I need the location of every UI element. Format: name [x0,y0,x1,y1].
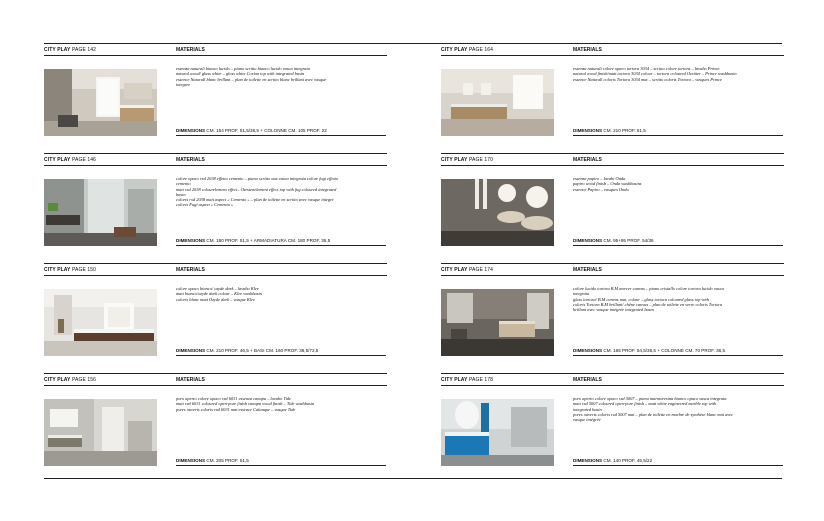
entry-header [44,47,96,53]
dimensions-rule [573,465,783,466]
dimensions-value: CM. 140 PROF. 45,5/22 [603,458,653,463]
dimensions-value: CM. 210 PROF. 46,5 + BASI CM. 160 PROF. 36,5/72,5 [206,348,319,353]
page-ref: PAGE 170 [468,157,494,163]
materials-text [176,66,386,87]
materials-text [573,286,783,312]
materials-line: coloris Fugi aspect « Cemento » [176,202,234,208]
materials-line: matt rxd 5007 coloured open-pore finish – matt white engineered marble top with [573,401,717,407]
header-rule [44,385,387,386]
header-rule [441,275,784,276]
product-photo[interactable] [44,399,157,466]
materials-line: colore opaco rxd 2038 effetto cemento – piano scritto aux vasca integrata colore fugi effetto [176,176,339,181]
series-name: CITY PLAY [441,377,468,383]
header-rule [441,55,784,56]
header-rule [44,165,387,166]
catalog-entry [441,263,784,373]
materials-label: MATERIALS [573,157,602,163]
dimensions [573,348,783,353]
page-ref: PAGE 146 [71,157,97,163]
dimensions-label: DIMENSIONS [176,238,206,243]
series-name: CITY PLAY [441,157,468,163]
materials-line: brillant avec vasque intégrée integrated basin [573,307,654,313]
materials-label: MATERIALS [176,267,205,273]
materials-line: cemento [176,181,191,187]
materials-text [573,396,783,422]
dimensions-value: CM. 205 PROF. 51,5 [206,458,249,463]
product-photo[interactable] [441,69,554,136]
dimensions-rule [573,245,783,246]
materials-line: essence Papiro – vasques Onda [573,186,629,192]
left-column [44,44,387,483]
materials-label: MATERIALS [573,267,602,273]
series-name: CITY PLAY [441,267,468,273]
dimensions [176,458,386,463]
materials-line: essenza papiro – lavabi Onda [573,176,626,181]
header-rule [44,55,387,56]
page-ref: PAGE 142 [71,47,97,53]
dimensions [176,128,386,133]
dimensions-label: DIMENSIONS [176,128,206,133]
materials-line: integrata [573,291,590,297]
entry-header [441,267,493,273]
dimensions [573,128,783,133]
header-rule [44,275,387,276]
dimensions-label: DIMENSIONS [573,458,603,463]
materials-line: glass tortora/ B.M canvas mat. colour – glass tortora coloured glass top with [573,296,709,302]
dimensions-rule [573,135,783,136]
materials-line: matt rxd 6031 coloured open-pore finish canapa wood finish – Tide washbasin [176,401,315,407]
materials-line: integree [176,81,191,87]
product-photo[interactable] [441,289,554,356]
header-rule [441,165,784,166]
dimensions [573,238,783,243]
dimensions [573,458,783,463]
materials-label: MATERIALS [573,377,602,383]
materials-text [176,286,386,302]
dimensions-value: CM. 154 PROF. 51,5/36,5 + COLONNE CM. 105 PROF. 22 [206,128,327,133]
catalog-entry [44,153,387,263]
page-ref: PAGE 156 [71,377,97,383]
series-name: CITY PLAY [44,157,71,163]
materials-line: poro aperto colore opaco rxd 6031 essenza canapa – lavabo Tide [176,396,292,401]
materials-line: poro aperto colore opaco rxd 5007 – piano marmoresina bianco opaco vasca integrata [573,396,727,401]
catalog-entry [44,263,387,373]
dimensions [176,238,386,243]
right-column [441,44,784,483]
header-rule [441,385,784,386]
series-name: CITY PLAY [44,47,71,53]
materials-line: basin [176,191,186,197]
materials-line: essenza naturali colore opaco tortora 3034 – scritto colore tortora – lavabo Prince [573,66,720,71]
materials-line: pores ouverts coloris rxd 6031 mat essence Calanque – vasque Tide [176,406,296,412]
materials-label: MATERIALS [573,47,602,53]
materials-line: pores ouverts coloris rxd 5007 mat – plan de toilette en marbre de synthèse blanc mat avec [573,411,734,417]
catalog-entry [44,373,387,483]
materials-line: natural wood finish/matt tortora 3034 colour – tortora coloured Ozritter – Prince washbasin [573,71,737,77]
entry-header [441,377,493,383]
materials-line: natural wood/ glass white – gloss white Corian top with integrated basin [176,71,305,77]
entry-header [441,157,493,163]
catalog-entry [441,153,784,263]
product-photo[interactable] [44,69,157,136]
catalog-entry [441,44,784,153]
materials-line: essence Naturall coloris Tortora 3034 mat – scritto coloris Tortora – vasques Prince [573,76,722,82]
materials-line: integrated basin [573,406,602,412]
series-name: CITY PLAY [44,267,71,273]
product-photo[interactable] [44,179,157,246]
materials-label: MATERIALS [176,157,205,163]
dimensions-rule [573,355,783,356]
dimensions [176,348,386,353]
materials-line: vasque intégrée [573,417,601,423]
materials-line: coloris Tortora B.M brillant/ chêne canvas – plan de toilette en verre coloris Tortora [573,301,723,307]
product-photo[interactable] [44,289,157,356]
product-photo[interactable] [441,179,554,246]
entry-header [44,267,96,273]
page-ref: PAGE 178 [468,377,494,383]
dimensions-label: DIMENSIONS [573,348,603,353]
materials-line: colore lucido tortora B.M mercer canvas – piano cristallo colore tortora lucido vasca [573,286,724,291]
materials-line: matt bianco/ozyde dark colour – Klee washbasin [176,291,262,297]
materials-line: colore opaco bianco/ ozyde dark – lavabo Klee [176,286,259,291]
bottom-rule [44,478,782,479]
dimensions-rule [176,465,386,466]
materials-text [176,396,386,412]
dimensions-rule [176,355,386,356]
dimensions-label: DIMENSIONS [176,458,206,463]
materials-text [573,66,783,82]
dimensions-value: CM. 180 PROF. 51,5 + ARMADIATURA CM. 180 PROF. 36,5 [206,238,331,243]
dimensions-rule [176,135,386,136]
materials-line: essenza naturali bianco lucido – piano scritto bianco lucido vasca integrata [176,66,310,71]
catalog-entry [441,373,784,483]
page-ref: PAGE 164 [468,47,494,53]
dimensions-label: DIMENSIONS [573,128,603,133]
materials-line: coloris blanc matt Ozyde dark – vasque Klee [176,296,255,302]
page-ref: PAGE 174 [468,267,494,273]
series-name: CITY PLAY [44,377,71,383]
product-photo[interactable] [441,399,554,466]
entry-header [441,47,493,53]
dimensions-value: CM. 95+95 PROF. 54/36 [603,238,654,243]
materials-line: essence Naturall blanc brillant – plan de toilette en scritto blanc brillant avec vasque [176,76,327,82]
materials-text [573,176,783,192]
entry-header [44,157,96,163]
catalog-entry [44,44,387,153]
materials-label: MATERIALS [176,47,205,53]
dimensions-value: CM. 165 PROF. 54,5/36,5 + COLONNE CM. 70 PROF. 36,5 [603,348,726,353]
dimensions-value: CM. 210 PROF. 51,5 [603,128,646,133]
materials-line: matt rxd 2038 colourelement effect– Ozrstenelement effect top with fug coloured integrated [176,186,337,192]
materials-line: coloris rxd 2038 matt aspect « Cemento » – plan de toilette en scritto avec vasque integre [176,197,334,203]
materials-line: papiro wood finish – Onda washbasins [573,181,642,187]
dimensions-label: DIMENSIONS [573,238,603,243]
series-name: CITY PLAY [441,47,468,53]
dimensions-rule [176,245,386,246]
materials-text [176,176,386,208]
page-ref: PAGE 150 [71,267,97,273]
entry-header [44,377,96,383]
dimensions-label: DIMENSIONS [176,348,206,353]
materials-label: MATERIALS [176,377,205,383]
